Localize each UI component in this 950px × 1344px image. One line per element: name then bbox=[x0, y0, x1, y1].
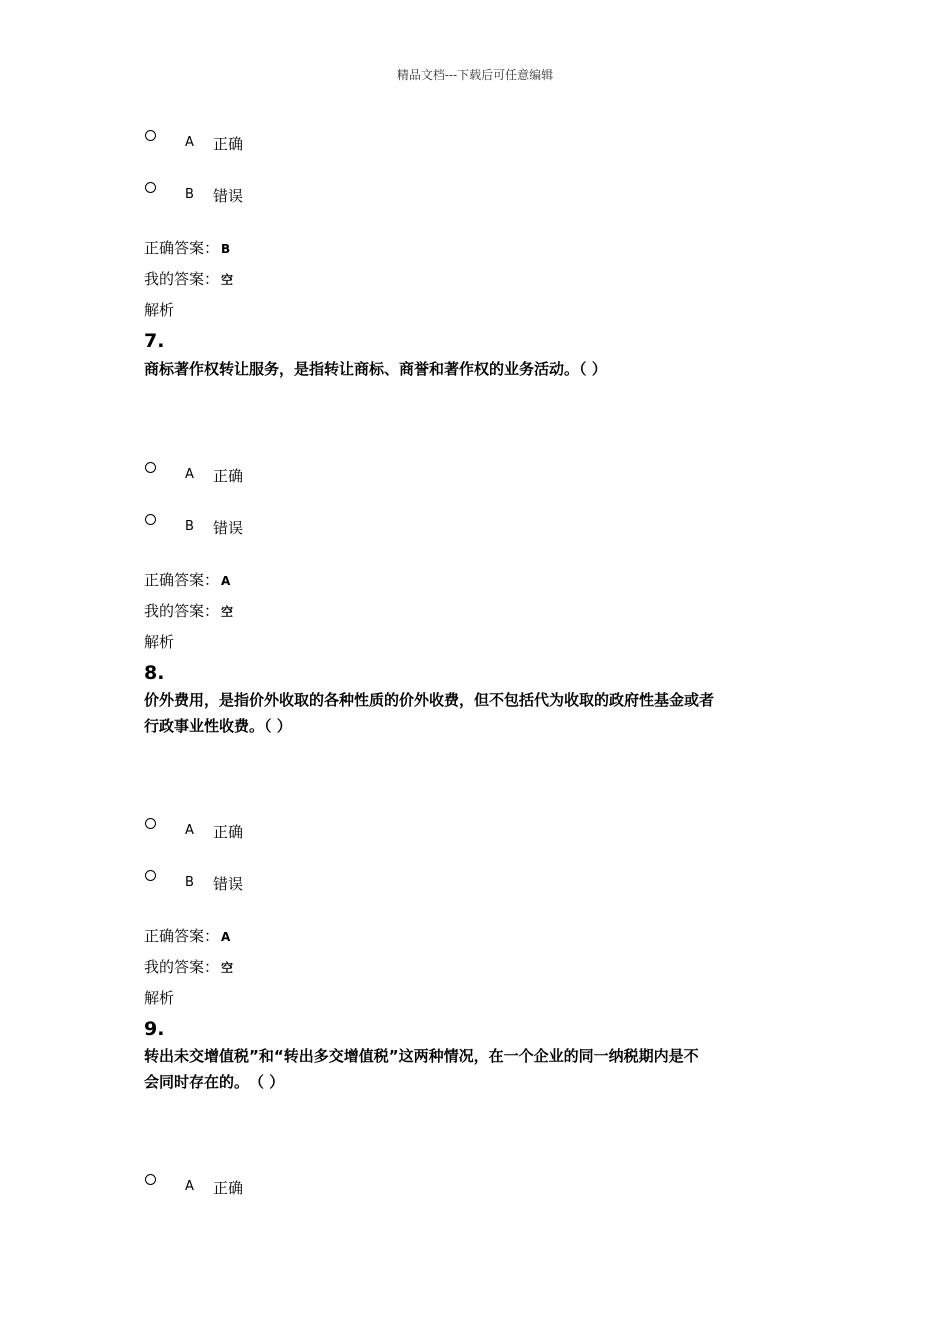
correct-answer-label: 正确答案： bbox=[144, 927, 220, 945]
correct-answer bbox=[144, 237, 230, 258]
question-text-line: 转出未交增值税”和“转出多交增值税”这两种情况，在一个企业的同一纳税期内是不 bbox=[144, 1047, 699, 1065]
analysis-label[interactable]: 解析 bbox=[144, 633, 175, 651]
option-radio-7a[interactable] bbox=[145, 462, 156, 473]
option-letter: A bbox=[185, 823, 194, 838]
option-radio-7b[interactable] bbox=[145, 514, 156, 525]
question-text-line: 会同时存在的。 （ ） bbox=[144, 1073, 285, 1091]
option-text: 正确 bbox=[213, 467, 244, 485]
question-text-line: 行政事业性收费。（ ） bbox=[144, 717, 292, 735]
my-answer-value: 空 bbox=[221, 961, 234, 975]
my-answer-value: 空 bbox=[221, 605, 234, 619]
correct-answer bbox=[144, 925, 230, 946]
analysis-label[interactable]: 解析 bbox=[144, 301, 175, 319]
option-radio-9a[interactable] bbox=[145, 1174, 156, 1185]
my-answer-label: 我的答案： bbox=[144, 958, 220, 976]
my-answer bbox=[144, 600, 233, 621]
correct-answer-value: A bbox=[221, 930, 231, 944]
correct-answer-value: A bbox=[221, 574, 231, 588]
my-answer-label: 我的答案： bbox=[144, 602, 220, 620]
option-letter: A bbox=[185, 467, 194, 482]
option-letter: B bbox=[185, 875, 194, 890]
question-number: 7. bbox=[144, 330, 165, 352]
correct-answer bbox=[144, 569, 230, 590]
question-number: 9. bbox=[144, 1018, 165, 1040]
my-answer bbox=[144, 268, 233, 289]
my-answer-label: 我的答案： bbox=[144, 270, 220, 288]
option-radio-8a[interactable] bbox=[145, 818, 156, 829]
option-text: 正确 bbox=[213, 1179, 244, 1197]
analysis-label[interactable]: 解析 bbox=[144, 989, 175, 1007]
option-radio-8b[interactable] bbox=[145, 870, 156, 881]
my-answer bbox=[144, 956, 233, 977]
option-letter: A bbox=[185, 135, 194, 150]
question-text bbox=[144, 1043, 804, 1095]
question-text-line: 价外费用，是指价外收取的各种性质的价外收费，但不包括代为收取的政府性基金或者 bbox=[144, 691, 715, 709]
correct-answer-value: B bbox=[221, 242, 231, 256]
option-letter: B bbox=[185, 187, 194, 202]
question-number: 8. bbox=[144, 662, 165, 684]
question-text bbox=[144, 687, 804, 739]
correct-answer-label: 正确答案： bbox=[144, 239, 220, 257]
option-radio-6a[interactable] bbox=[145, 130, 156, 141]
my-answer-value: 空 bbox=[221, 273, 234, 287]
question-text: 商标著作权转让服务，是指转让商标、商誉和著作权的业务活动。（ ） bbox=[144, 360, 607, 378]
option-text: 错误 bbox=[213, 187, 244, 205]
correct-answer-label: 正确答案： bbox=[144, 571, 220, 589]
option-text: 正确 bbox=[213, 823, 244, 841]
option-letter: A bbox=[185, 1179, 194, 1194]
option-letter: B bbox=[185, 519, 194, 534]
option-text: 错误 bbox=[213, 519, 244, 537]
option-text: 正确 bbox=[213, 135, 244, 153]
option-radio-6b[interactable] bbox=[145, 182, 156, 193]
page-header: 精品文档---下载后可任意编辑 bbox=[396, 68, 554, 82]
option-text: 错误 bbox=[213, 875, 244, 893]
